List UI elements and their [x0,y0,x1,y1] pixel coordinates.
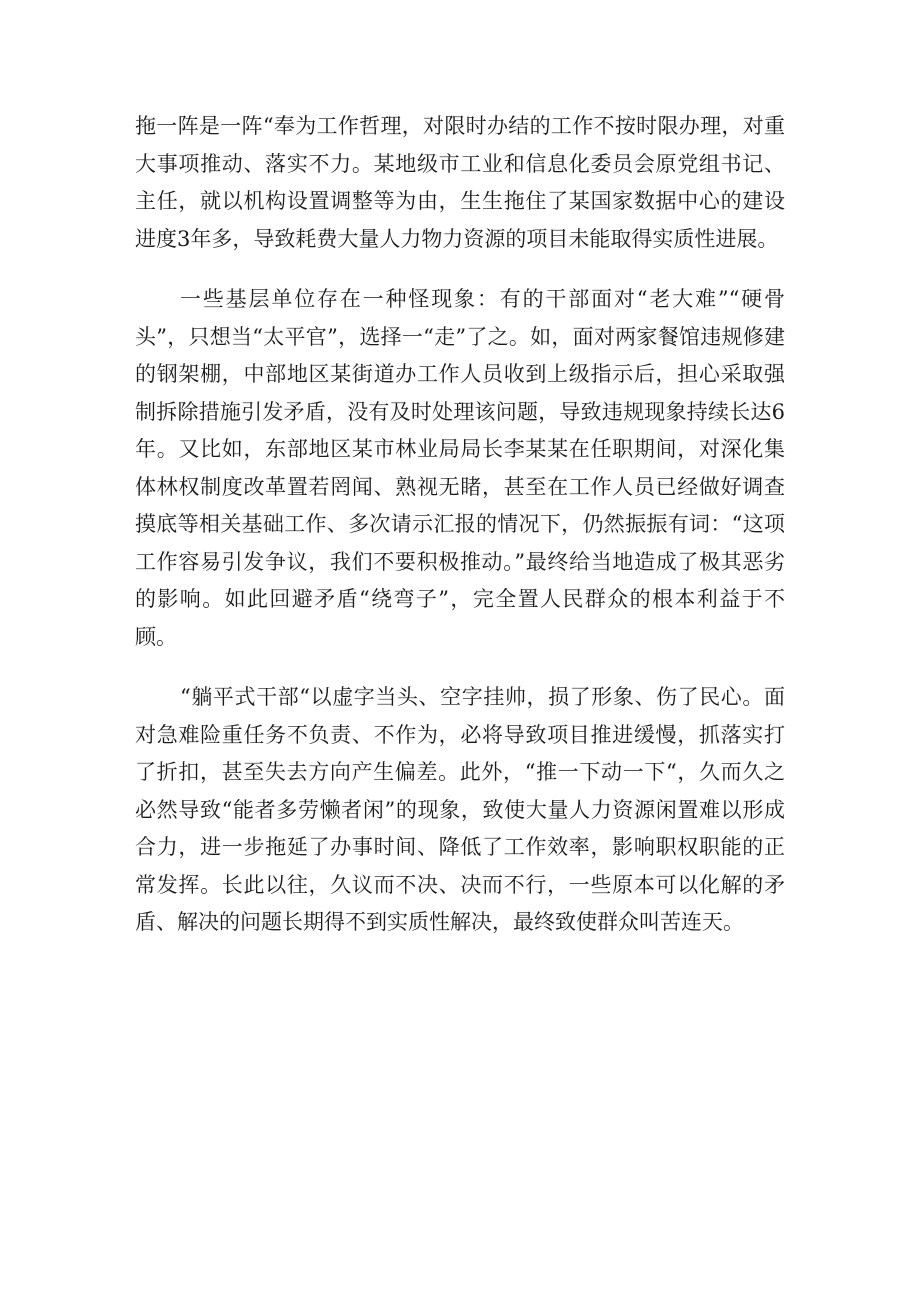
document-body [135,108,785,942]
paragraph-1: 拖一阵是一阵“奉为工作哲理，对限时办结的工作不按时限办理，对重大事项推动、落实不力。某地级市工业和信息化委员会原党组书记、主任，就以机构设置调整等为由，生生拖住了某国家数据中心的建设进度3年多，导致耗费大量人力物力资源的项目未能取得实质性进展。 [135,114,785,251]
paragraph-2: 一些基层单位存在一种怪现象：有的干部面对“老大难”“硬骨头”，只想当“太平官”，选择一“走”了之。如，面对两家餐馆违规修建的钢架棚，中部地区某街道办工作人员收到上级指示后，担心采取强制拆除措施引发矛盾，没有及时处理该问题，导致违规现象持续长达6年。又比如，东部地区某市林业局局长李某某在任职期间，对深化集体林权制度改革置若罔闻、熟视无睹，甚至在工作人员已经做好调查摸底等相关基础工作、多次请示汇报的情况下，仍然振振有词：“这项工作容易引发争议，我们不要积极推动。”最终给当地造成了极其恶劣的影响。如此回避矛盾“绕弯子”，完全置人民群众的根本利益于不顾。 [135,287,785,649]
paragraph-3: “躺平式干部“以虚字当头、空字挂帅，损了形象、伤了民心。面对急难险重任务不负责、不作为，必将导致项目推进缓慢，抓落实打了折扣，甚至失去方向产生偏差。此外，“推一下动一下“，久而久之必然导致“能者多劳懒者闲”的现象，致使大量人力资源闲置难以形成合力，进一步拖延了办事时间、降低了工作效率，影响职权职能的正常发挥。长此以往，久议而不决、决而不行，一些原本可以化解的矛盾、解决的问题长期得不到实质性解决，最终致使群众叫苦连天。 [135,685,785,934]
